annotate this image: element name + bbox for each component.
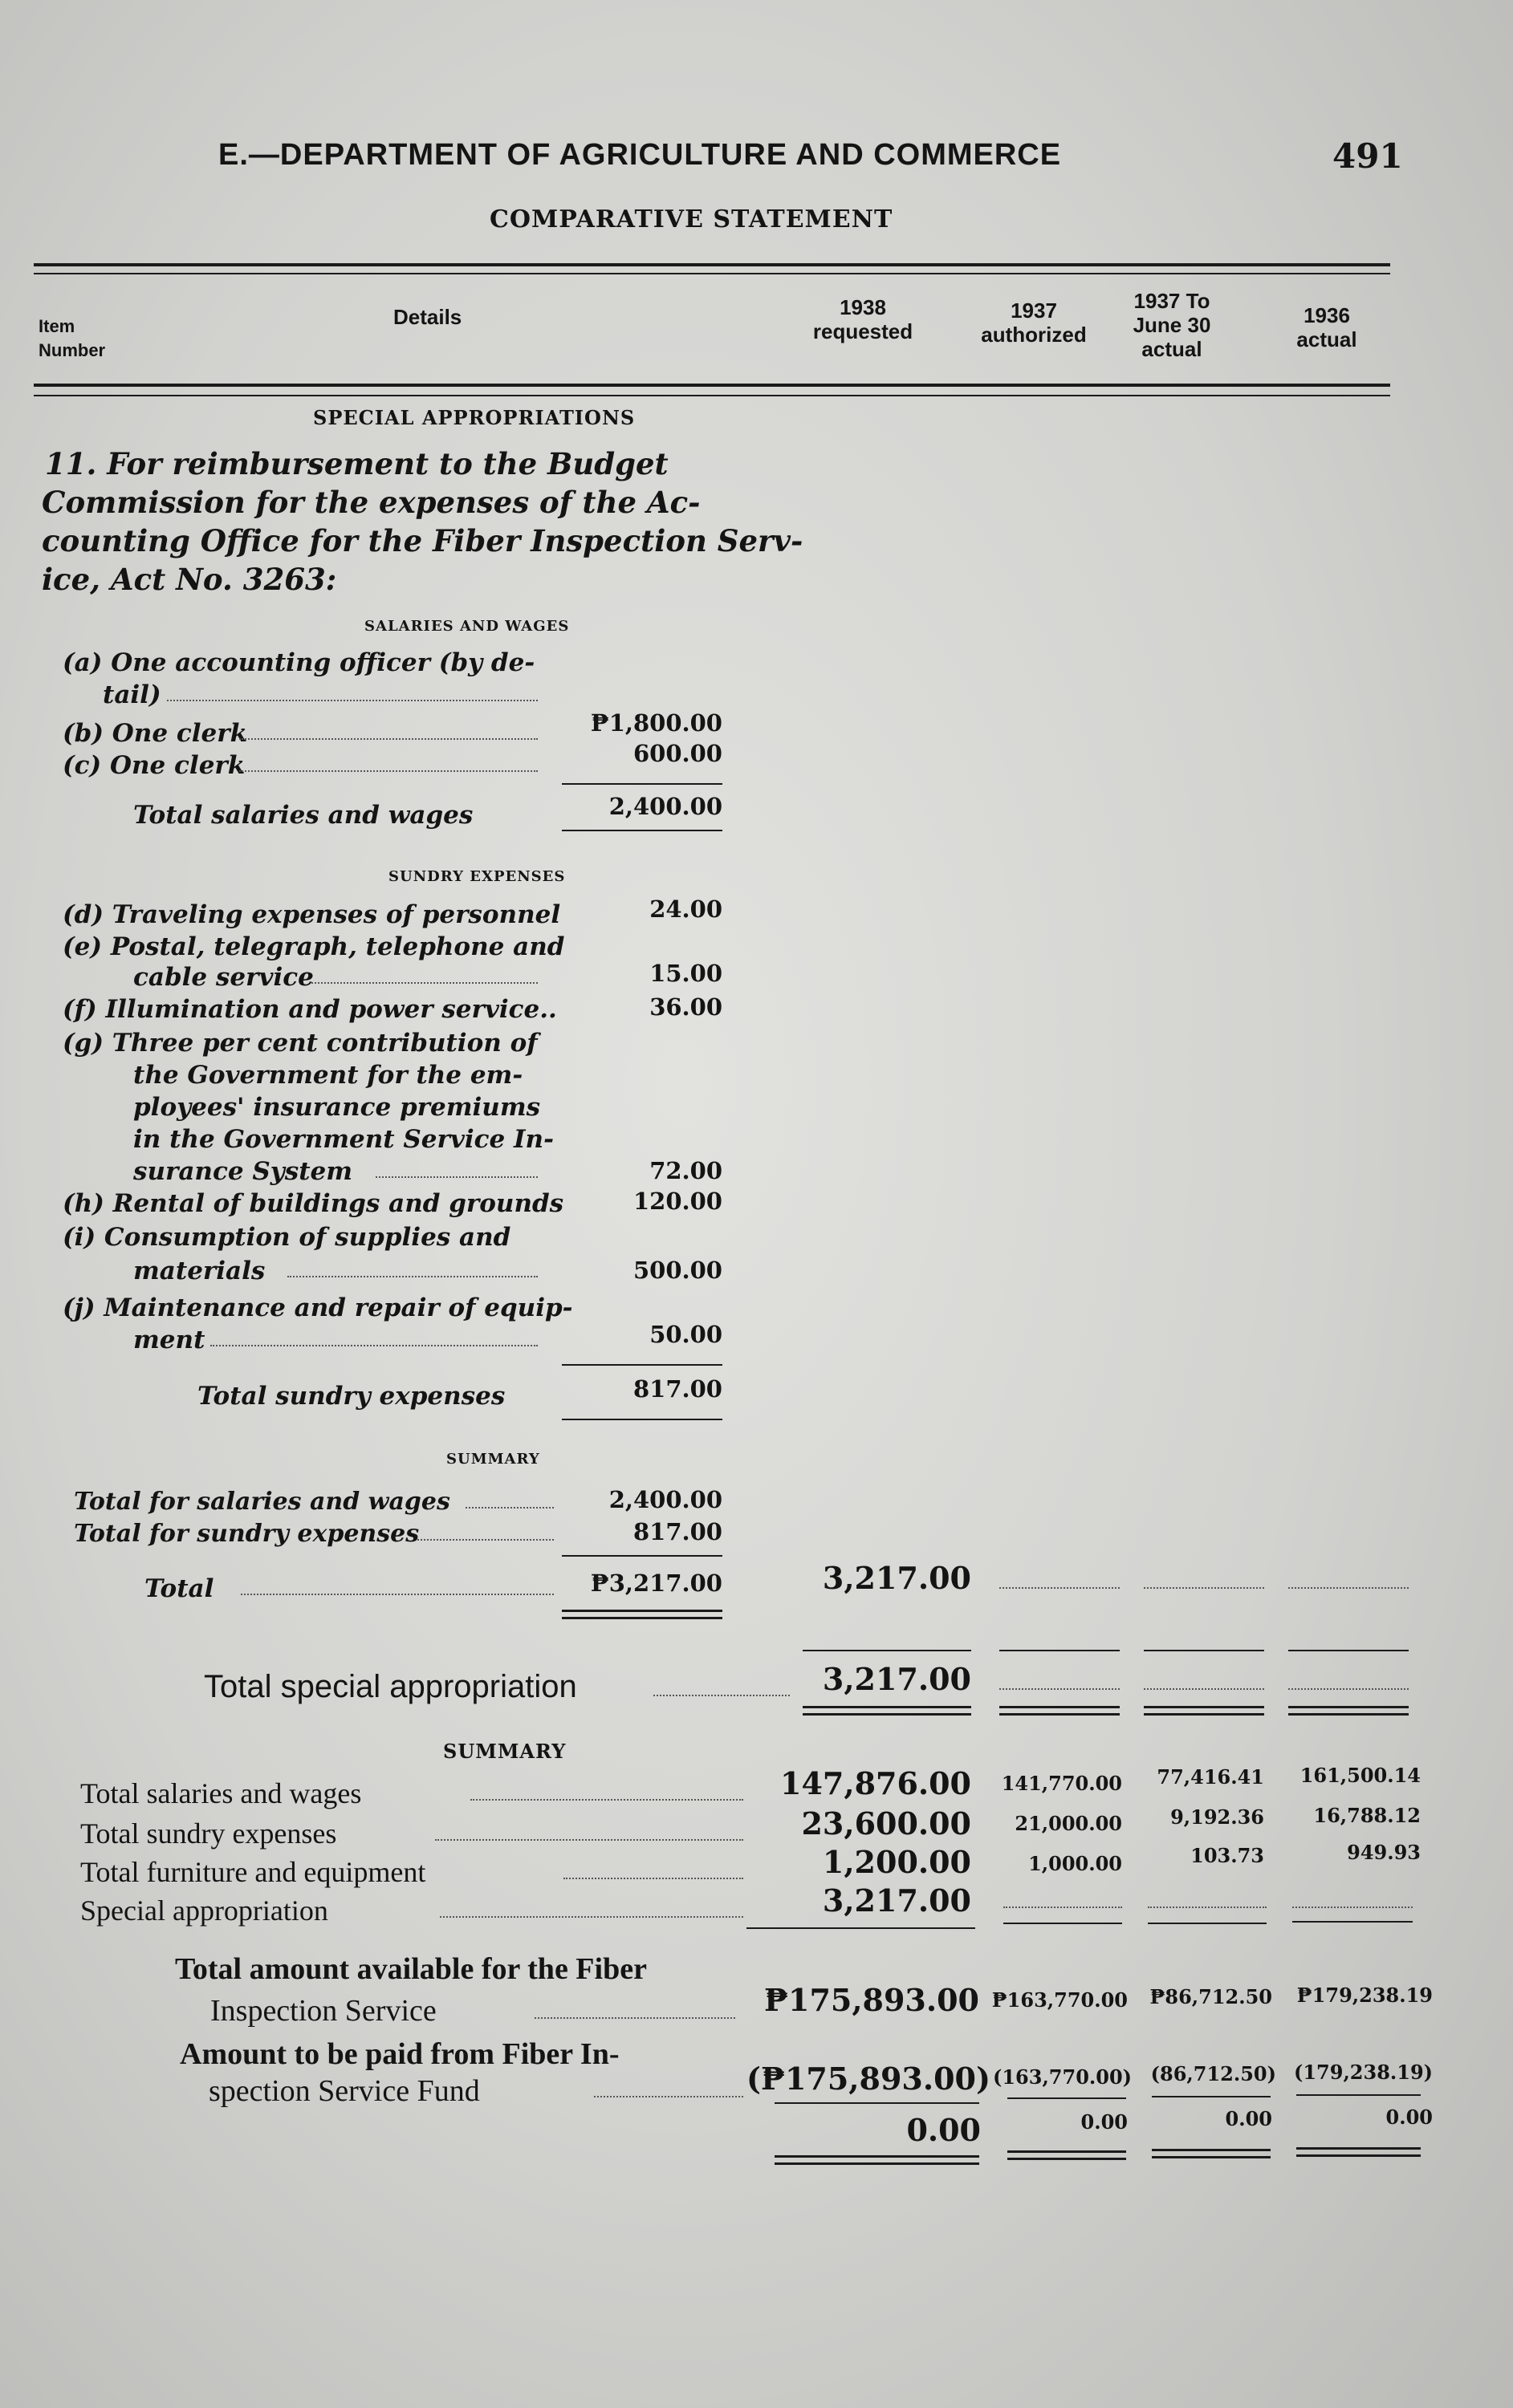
subtotal-rule <box>1148 1923 1267 1924</box>
salary-a-line-1: (a) One accounting officer (by de- <box>63 648 535 677</box>
double-rule <box>562 1610 722 1619</box>
item-11-line-4: ice, Act No. 3263: <box>42 562 337 597</box>
sundry-d-value: 24.00 <box>649 895 722 923</box>
column-1937-authorized: 1937 authorized <box>981 298 1087 347</box>
salaries-total-label: Total salaries and wages <box>133 801 474 830</box>
subtotal-rule <box>999 1650 1120 1651</box>
item-summary-salaries-label: Total for salaries and wages <box>74 1488 450 1516</box>
leader-dots <box>594 2096 743 2097</box>
summary-salaries-1938: 147,876.00 <box>780 1765 971 1801</box>
subtotal-rule <box>746 1927 975 1929</box>
salaries-total-value: 2,400.00 <box>608 793 722 820</box>
fund-1937-actual: (86,712.50) <box>1150 2062 1276 2085</box>
available-line-2: Inspection Service <box>210 1994 437 2028</box>
summary-furniture-1936: 949.93 <box>1347 1841 1421 1864</box>
salary-c-label: (c) One clerk <box>63 751 246 780</box>
summary-heading: SUMMARY <box>443 1740 567 1763</box>
available-1937-authorized: ₱163,770.00 <box>991 1988 1128 2012</box>
subtotal-rule <box>562 1419 722 1420</box>
item-11-line-2: Commission for the expenses of the Ac- <box>42 485 701 520</box>
header-rule-bottom-thin <box>34 395 1390 396</box>
double-rule <box>775 2155 979 2165</box>
sundry-total-label: Total sundry expenses <box>197 1382 506 1411</box>
item-11-line-3: counting Office for the Fiber Inspection Serv- <box>42 523 803 558</box>
sundry-i-line-1: (i) Consumption of supplies and <box>63 1223 511 1252</box>
sundry-heading: SUNDRY EXPENSES <box>388 868 566 885</box>
leader-dots <box>287 1276 538 1277</box>
subtotal-rule <box>1296 2094 1421 2096</box>
double-rule <box>803 1706 971 1716</box>
balance-1938: 0.00 <box>906 2112 981 2148</box>
leader-dots <box>466 1507 554 1509</box>
summary-furniture-1937-authorized: 1,000.00 <box>1028 1852 1122 1875</box>
leader-dots <box>1003 1907 1122 1908</box>
column-1938-requested: 1938 requested <box>812 295 913 343</box>
sundry-e-line-2: cable service <box>133 963 314 992</box>
page-title: E.—DEPARTMENT OF AGRICULTURE AND COMMERCE <box>218 138 1062 172</box>
leader-dots <box>1144 1688 1264 1690</box>
summary-furniture-1938: 1,200.00 <box>822 1844 971 1880</box>
fund-1937-authorized: (163,770.00) <box>992 2065 1132 2089</box>
leader-dots <box>167 700 538 701</box>
summary-row-furniture-label: Total furniture and equipment <box>80 1856 426 1888</box>
fund-1938: (₱175,893.00) <box>746 2061 990 2097</box>
salaries-heading: SALARIES AND WAGES <box>364 618 570 635</box>
sundry-h-label: (h) Rental of buildings and grounds <box>63 1189 564 1218</box>
header-rule-top-thin <box>34 273 1390 274</box>
available-1936: ₱179,238.19 <box>1296 1984 1433 2007</box>
leader-dots <box>1292 1907 1413 1908</box>
double-rule <box>1007 2150 1126 2160</box>
subtotal-rule <box>562 1555 722 1557</box>
sundry-i-value: 500.00 <box>633 1257 722 1284</box>
available-line-1: Total amount available for the Fiber <box>175 1952 647 1986</box>
subtotal-rule <box>1292 1921 1413 1923</box>
subtotal-rule <box>562 1364 722 1366</box>
summary-sundry-1936: 16,788.12 <box>1313 1804 1421 1827</box>
leader-dots <box>417 1539 554 1541</box>
leader-dots <box>1288 1587 1409 1589</box>
subtotal-rule <box>1007 2097 1126 2099</box>
sundry-j-value: 50.00 <box>649 1321 722 1348</box>
header-rule-top <box>34 263 1390 266</box>
header-rule-bottom <box>34 384 1390 387</box>
leader-dots <box>239 738 538 740</box>
leader-dots <box>1144 1587 1264 1589</box>
fund-1936: (179,238.19) <box>1293 2061 1433 2084</box>
sundry-g-line-1: (g) Three per cent contribution of <box>63 1029 538 1058</box>
subtotal-rule <box>775 2102 979 2104</box>
summary-row-salaries-label: Total salaries and wages <box>80 1777 362 1809</box>
salary-c-value: 600.00 <box>633 740 722 767</box>
summary-special-1938: 3,217.00 <box>822 1882 971 1919</box>
column-1937-to-june-actual: 1937 To June 30 actual <box>1133 289 1211 361</box>
sundry-f-value: 36.00 <box>649 993 722 1021</box>
sundry-d-label: (d) Traveling expenses of personnel <box>63 900 561 929</box>
leader-dots <box>239 770 538 772</box>
sundry-j-line-2: ment <box>133 1326 205 1354</box>
leader-dots <box>376 1176 538 1178</box>
item-summary-salaries-value: 2,400.00 <box>608 1486 722 1513</box>
subtotal-rule <box>803 1650 971 1651</box>
summary-salaries-1936: 161,500.14 <box>1299 1764 1421 1787</box>
column-1936-actual: 1936 actual <box>1296 303 1357 351</box>
sundry-g-line-3: ployees' insurance premiums <box>133 1093 541 1122</box>
subtotal-rule <box>1003 1923 1122 1924</box>
page-subtitle: COMPARATIVE STATEMENT <box>490 205 893 233</box>
section-title: SPECIAL APPROPRIATIONS <box>313 406 636 429</box>
summary-row-special-label: Special appropriation <box>80 1894 328 1927</box>
leader-dots <box>1288 1688 1409 1690</box>
summary-sundry-1938: 23,600.00 <box>801 1805 971 1842</box>
sundry-g-line-5: surance System <box>133 1157 353 1186</box>
double-rule <box>1152 2149 1271 2158</box>
double-rule <box>1144 1706 1264 1716</box>
salary-b-label: (b) One clerk <box>63 719 248 748</box>
salary-a-line-2: tail) <box>103 680 161 709</box>
sundry-j-line-1: (j) Maintenance and repair of equip- <box>63 1293 573 1322</box>
available-1937-actual: ₱86,712.50 <box>1149 1985 1272 2008</box>
sundry-g-line-4: in the Government Service In- <box>133 1125 554 1154</box>
sundry-total-value: 817.00 <box>633 1375 722 1403</box>
double-rule <box>999 1706 1120 1716</box>
total-special-label: Total special appropriation <box>204 1669 577 1704</box>
item-summary-total-label: Total <box>144 1574 214 1603</box>
subtotal-rule <box>562 830 722 831</box>
leader-dots <box>535 2017 735 2019</box>
sundry-i-line-2: materials <box>133 1257 266 1285</box>
fund-line-2: spection Service Fund <box>209 2074 480 2108</box>
subtotal-rule <box>1152 2096 1271 2097</box>
leader-dots <box>440 1916 743 1918</box>
leader-dots <box>999 1587 1120 1589</box>
leader-dots <box>653 1695 790 1696</box>
summary-furniture-1937-actual: 103.73 <box>1190 1844 1264 1867</box>
leader-dots <box>241 1594 554 1595</box>
item-11-requested-total: 3,217.00 <box>822 1560 971 1596</box>
item-11-line-1: 11. For reimbursement to the Budget <box>45 446 669 481</box>
sundry-g-value: 72.00 <box>649 1157 722 1184</box>
summary-sundry-1937-authorized: 21,000.00 <box>1015 1812 1122 1835</box>
double-rule <box>1288 1706 1409 1716</box>
summary-salaries-1937-actual: 77,416.41 <box>1157 1765 1264 1789</box>
leader-dots <box>563 1878 743 1879</box>
leader-dots <box>435 1839 743 1841</box>
item-summary-total-value: ₱3,217.00 <box>590 1569 722 1597</box>
sundry-f-label: (f) Illumination and power service.. <box>63 995 557 1024</box>
sundry-g-line-2: the Government for the em- <box>133 1061 523 1090</box>
column-details: Details <box>393 305 462 329</box>
salary-b-value: ₱1,800.00 <box>590 709 722 737</box>
item-summary-sundry-value: 817.00 <box>633 1518 722 1545</box>
summary-row-sundry-label: Total sundry expenses <box>80 1817 337 1850</box>
item-summary-sundry-label: Total for sundry expenses <box>74 1520 420 1548</box>
leader-dots <box>999 1688 1120 1690</box>
page-number: 491 <box>1332 136 1403 176</box>
leader-dots <box>311 982 538 984</box>
item-summary-heading: SUMMARY <box>446 1451 540 1468</box>
summary-sundry-1937-actual: 9,192.36 <box>1170 1805 1264 1829</box>
available-1938: ₱175,893.00 <box>764 1982 979 2018</box>
balance-1937-actual: 0.00 <box>1225 2107 1272 2130</box>
summary-salaries-1937-authorized: 141,770.00 <box>1001 1772 1122 1795</box>
fund-line-1: Amount to be paid from Fiber In- <box>180 2037 620 2071</box>
sundry-e-value: 15.00 <box>649 960 722 987</box>
leader-dots <box>1148 1907 1267 1908</box>
balance-1936: 0.00 <box>1385 2105 1433 2129</box>
balance-1937-authorized: 0.00 <box>1080 2110 1128 2134</box>
leader-dots <box>210 1345 538 1346</box>
sundry-h-value: 120.00 <box>633 1188 722 1215</box>
subtotal-rule <box>562 783 722 785</box>
leader-dots <box>470 1799 743 1801</box>
double-rule <box>1296 2147 1421 2157</box>
total-special-value: 3,217.00 <box>822 1661 971 1697</box>
subtotal-rule <box>1144 1650 1264 1651</box>
column-item-number: Item Number <box>39 316 106 360</box>
sundry-e-line-1: (e) Postal, telegraph, telephone and <box>63 932 565 961</box>
subtotal-rule <box>1288 1650 1409 1651</box>
